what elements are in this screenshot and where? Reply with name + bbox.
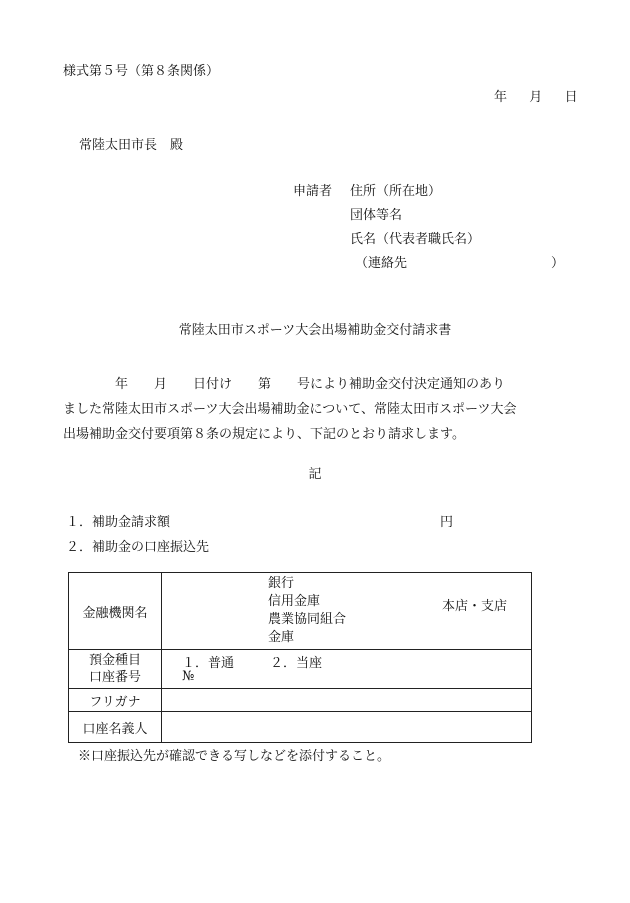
- item-bank-transfer: ２．補助金の口座振込先: [66, 540, 210, 555]
- body-line-2: ました常陸太田市スポーツ大会出場補助金について、常陸太田市スポーツ大会: [63, 402, 517, 417]
- account-type-current: ２．当座: [270, 656, 323, 671]
- date-line: [494, 90, 578, 106]
- institution-label: 金融機関名: [69, 573, 162, 650]
- account-holder-field[interactable]: [162, 712, 532, 743]
- applicant-address: 住所（所在地）: [350, 184, 442, 199]
- furigana-row: [69, 689, 532, 712]
- account-number-prefix: №: [182, 669, 195, 684]
- branch-label: 本店・支店: [442, 599, 508, 614]
- account-type-cell[interactable]: [162, 650, 532, 689]
- account-type-ordinary: １．普通: [182, 656, 235, 671]
- applicant-contact-open: （連絡先: [355, 256, 408, 271]
- applicant-contact-close: ）: [551, 256, 565, 271]
- account-type-label: 預金種目: [88, 653, 141, 668]
- institution-type-bank: 銀行: [268, 576, 295, 591]
- furigana-field[interactable]: [162, 689, 532, 712]
- body-line-1: 年 月 日付け 第 号により補助金交付決定通知のあり: [63, 377, 506, 392]
- request-body: [63, 372, 573, 447]
- institution-type-list: [268, 575, 346, 647]
- ki-heading: 記: [308, 467, 322, 482]
- applicant-group-name: 団体等名: [350, 208, 403, 223]
- document-title: 常陸太田市スポーツ大会出場補助金交付請求書: [178, 323, 452, 338]
- furigana-label: フリガナ: [69, 689, 162, 712]
- bank-account-table: [68, 572, 532, 743]
- date-year: 年: [494, 90, 508, 105]
- institution-row: [69, 573, 532, 650]
- body-line-3: 出場補助金交付要項第８条の規定により、下記のとおり請求します。: [63, 427, 465, 442]
- date-day: 日: [564, 90, 578, 105]
- form-number: 様式第５号（第８条関係）: [63, 64, 220, 79]
- account-holder-row: [69, 712, 532, 743]
- attachment-note: ※口座振込先が確認できる写しなどを添付すること。: [78, 749, 391, 764]
- item-amount-unit: 円: [440, 515, 454, 530]
- applicant-label: 申請者: [293, 184, 333, 199]
- account-type-row: [69, 650, 532, 689]
- institution-cell[interactable]: [162, 573, 532, 650]
- account-holder-label: 口座名義人: [69, 712, 162, 743]
- account-number-label: 口座番号: [88, 670, 141, 685]
- institution-type-shinkin: 信用金庫: [268, 594, 321, 609]
- item-request-amount: １．補助金請求額: [66, 515, 171, 530]
- institution-type-ja: 農業協同組合: [268, 612, 347, 627]
- date-month: 月: [529, 90, 543, 105]
- account-type-label-cell: [69, 650, 162, 689]
- addressee: 常陸太田市長 殿: [79, 138, 184, 153]
- institution-type-kinko: 金庫: [268, 630, 295, 645]
- applicant-representative: 氏名（代表者職氏名）: [350, 232, 481, 247]
